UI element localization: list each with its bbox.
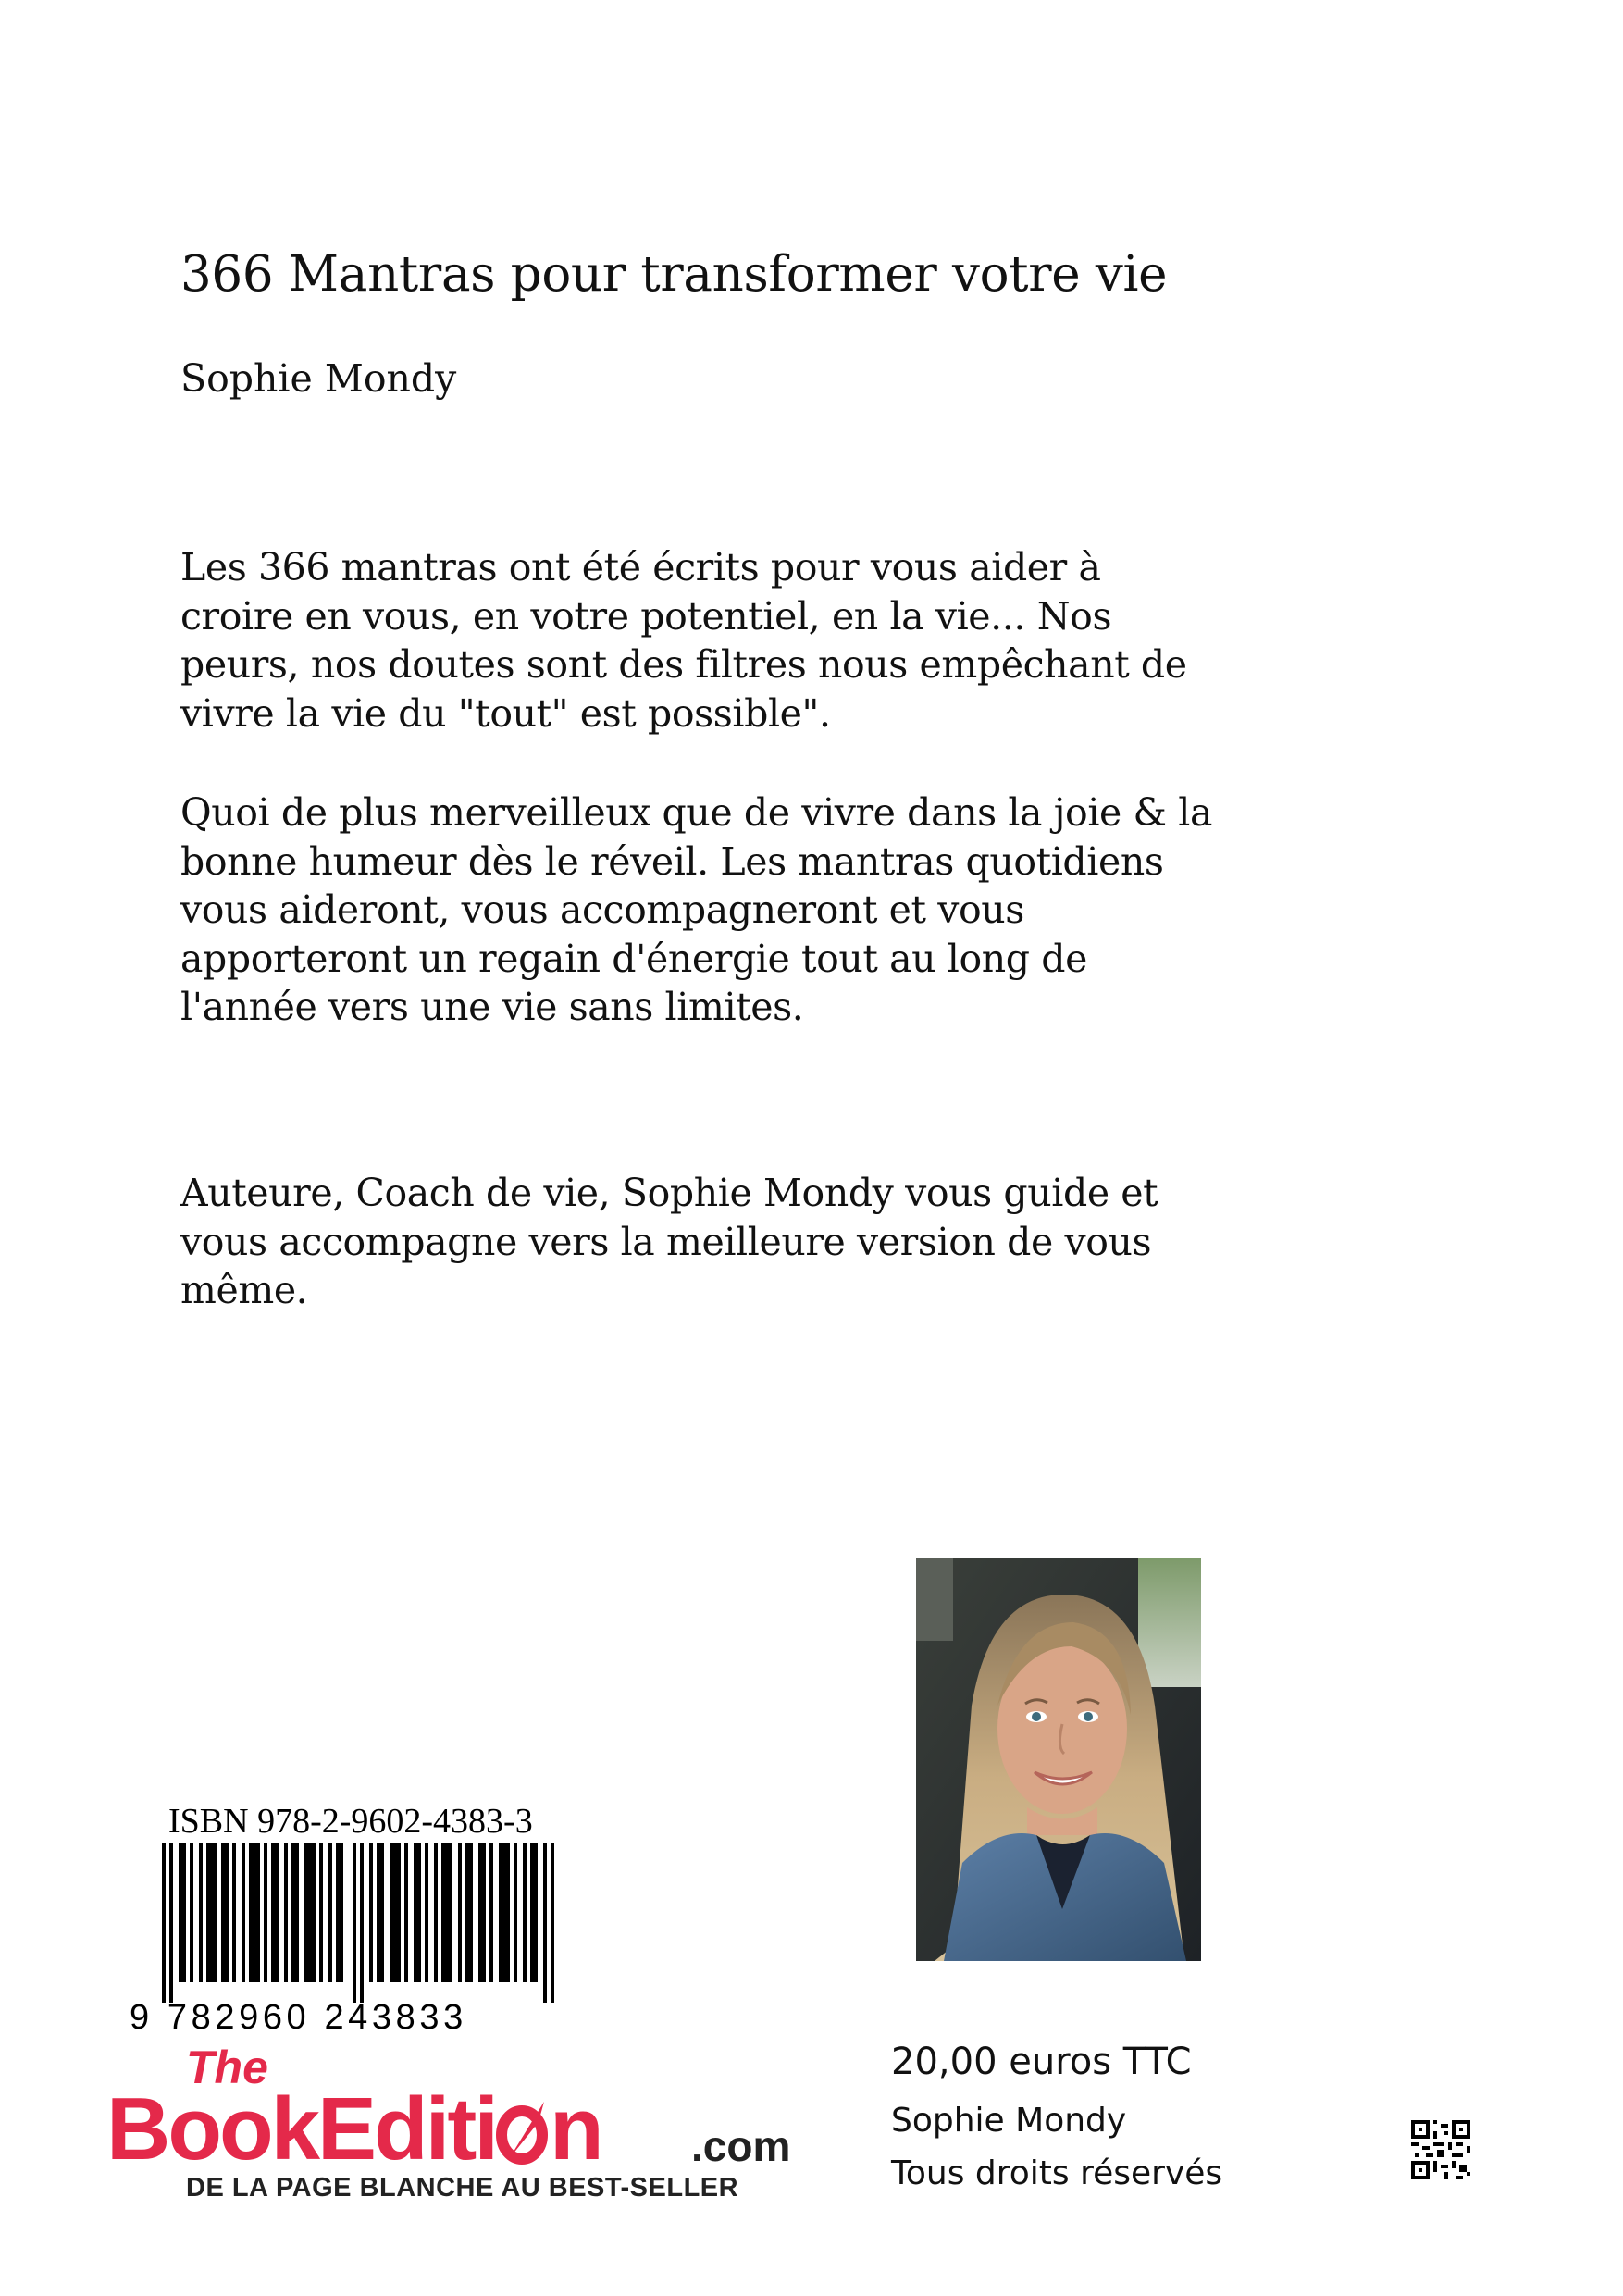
blurb-line: l'année vers une vie sans limites.: [180, 985, 804, 1029]
blurb-line: bonne humeur dès le réveil. Les mantras quotidiens: [180, 838, 1164, 884]
blurb-paragraph-1: [180, 543, 1187, 738]
blurb-line: vous accompagne vers la meilleure version de vous: [180, 1219, 1152, 1264]
blurb-line: peurs, nos doutes sont des filtres nous empêchant de: [180, 642, 1187, 687]
blurb-line: croire en vous, en votre potentiel, en la vie... Nos: [180, 593, 1112, 639]
barcode-bars: [162, 1843, 569, 2003]
logo-wordmark-part: BookEditi: [106, 2079, 496, 2178]
qr-code-icon: [1411, 2120, 1470, 2179]
blurb-line: vous aideront, vous accompagneront et vous: [180, 887, 1024, 932]
book-author: Sophie Mondy: [180, 356, 457, 401]
blurb-line: vivre la vie du "tout" est possible".: [180, 690, 831, 736]
blurb-line: même.: [180, 1268, 308, 1312]
logo-tagline: DE LA PAGE BLANCHE AU BEST-SELLER: [186, 2173, 739, 2203]
logo-wordmark: [106, 2079, 601, 2178]
logo-the-text: The: [186, 2042, 268, 2093]
isbn-barcode: [130, 1801, 583, 2049]
author-bio-paragraph: [180, 1169, 1171, 1315]
book-title: 366 Mantras pour transformer votre vie: [180, 246, 1168, 303]
author-photo: [916, 1558, 1201, 1961]
blurb-line: Auteure, Coach de vie, Sophie Mondy vous guide et: [180, 1171, 1158, 1215]
blurb-paragraph-2: [180, 788, 1213, 1032]
logo-wordmark-part: n: [549, 2079, 601, 2178]
footer-author: Sophie Mondy: [891, 2102, 1127, 2140]
copyright-notice: Tous droits réservés: [891, 2154, 1223, 2192]
barcode-digits: 9 782960 243833: [130, 1998, 467, 2037]
quill-o-icon: [496, 2100, 550, 2165]
logo-com-text: .com: [691, 2122, 791, 2170]
price-label: 20,00 euros TTC: [891, 2041, 1192, 2083]
bookedition-logo: [106, 2042, 810, 2218]
blurb-line: apporteront un regain d'énergie tout au long de: [180, 936, 1087, 981]
isbn-label: ISBN 978-2-9602-4383-3: [168, 1802, 533, 1841]
blurb-line: Quoi de plus merveilleux que de vivre dans la joie & la: [180, 790, 1213, 835]
blurb-line: Les 366 mantras ont été écrits pour vous aider à: [180, 545, 1101, 590]
